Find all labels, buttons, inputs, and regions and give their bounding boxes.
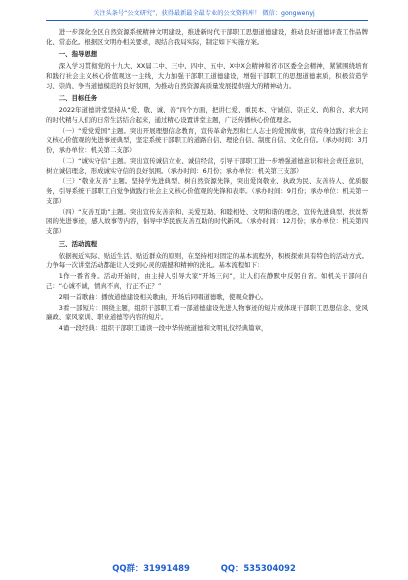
process-step-4: 4诵一段经典：组织干部职工诵读一段中华传统道德和文明礼仪经典篇章， xyxy=(58,324,268,333)
goal-item-love-party-country: （一）“爱党爱国”主题。突出开展理想信念教育，宣传革命先烈和仁人志士的爱国故事，宣传身边践行社会主义核心价值观的先进事迹典型，坚定系统干部职工的道路自信、理论自信、制度自信、文化自信。（承办时间：3月份，承办单位：机关第二支部） xyxy=(46,126,368,154)
process-step-1: 1作一番省身。活动开始时，由主持人引导大家“开场三问”，让人们在静默中反躬自省。如机关干部问自己：“心诚不诚，情真不真，行正不正？” xyxy=(46,272,368,290)
section-heading-goals: 二、目标任务 xyxy=(58,94,98,103)
banner-underline xyxy=(46,20,368,21)
footer-contacts xyxy=(0,562,408,574)
goal-item-mutual-help: （四）“友善互助”主题。突出宣传友善亲和、关爱互助、和睦相处、文明和谐的理念，宣传先进典型、扶贫帮困的先进事迹，感人故事等内容，倡导中华民族友善互助的时代新风。（承办时间：12月份；承办单位：机关第四支部） xyxy=(46,207,368,236)
process-step-2: 2唱一首歌曲：播放道德建设相关歌曲，开场后同唱道德歌，使观众静心。 xyxy=(58,292,268,301)
banner-text[interactable]: 关注头条号“公文研究”，获得最新最全最专业的公文资料库！ 微信：gongwenyj xyxy=(93,10,315,17)
goal-item-honesty: （二）“诚实守信”主题。突出宣传诚信立业、诚信经营，引导干部职工进一步增强道德意识和社会责任意识，树立诚信理念，形成诚实守信的良好氛围。（承办时间：6月份；承办单位：机关第三支部） xyxy=(46,156,368,175)
footer-qq-group: QQ群：31991489 xyxy=(112,563,190,573)
top-banner xyxy=(0,0,408,24)
intro-paragraph: 进一步深化全区自然资源系统精神文明建设，推进新时代干部职工思想道德建设，推动良好道德评查工作品牌化、常态化。根据区文明办相关要求，现结合我局实际，制定如下实施方案。 xyxy=(46,28,368,46)
guiding-ideology-paragraph: 深入学习贯彻党的十九大、XX届二中、三中、四中、五中、X中X会精神和省市区委全会精神，紧紧围绕培育和践行社会主义核心价值观这一主线，大力加强干部职工道德建设，增强干部职工的思想道德素质，积极营造学习、崇尚、争当道德模范的良好氛围，为推动自然资源高质量发展提供强大的精神动力。 xyxy=(46,62,368,90)
process-paragraph: 依据视近实际、贴近生活、贴近群众的原则，在坚持相对固定的基本流程外，积极探索具有特色的活动方式。力争每一次讲堂活动都能让人受到心灵的震撼和精神的洗礼。基本流程如下： xyxy=(46,251,368,270)
goal-item-dedication: （三）“敬业友善”主题。坚持学先进典型、树自然资源先锋，突出爱岗敬业、执政为民、友善待人、优质服务，引导系统干部职工自觉争做践行社会主义核心价值观的先锋和表率。（承办时间：9月份；承办单位：机关第一支部） xyxy=(46,177,368,205)
footer-qq: QQ：535304092 xyxy=(220,563,296,573)
process-step-3: 3看一部短片：围绕主题，组织干部职工看一部道德建设先进人物事迹的短片或体现干部职工思想信念、党风廉政、家风家训、职业道德等内容的短片。 xyxy=(46,303,368,322)
goals-paragraph: 2022年道德讲堂坚持从“爱、敬、诚、善”四个方面，把讲仁爱、重民本、守诚信、崇正义、尚和合、求大同的时代精与人们的日常生活结合起来，通过精心设置讲堂主题，广泛传播核心价值理念。 xyxy=(46,105,368,124)
document-body xyxy=(46,28,368,335)
section-heading-guiding-ideology: 一、指导思想 xyxy=(58,50,98,59)
section-heading-process: 三、活动流程 xyxy=(58,239,98,248)
